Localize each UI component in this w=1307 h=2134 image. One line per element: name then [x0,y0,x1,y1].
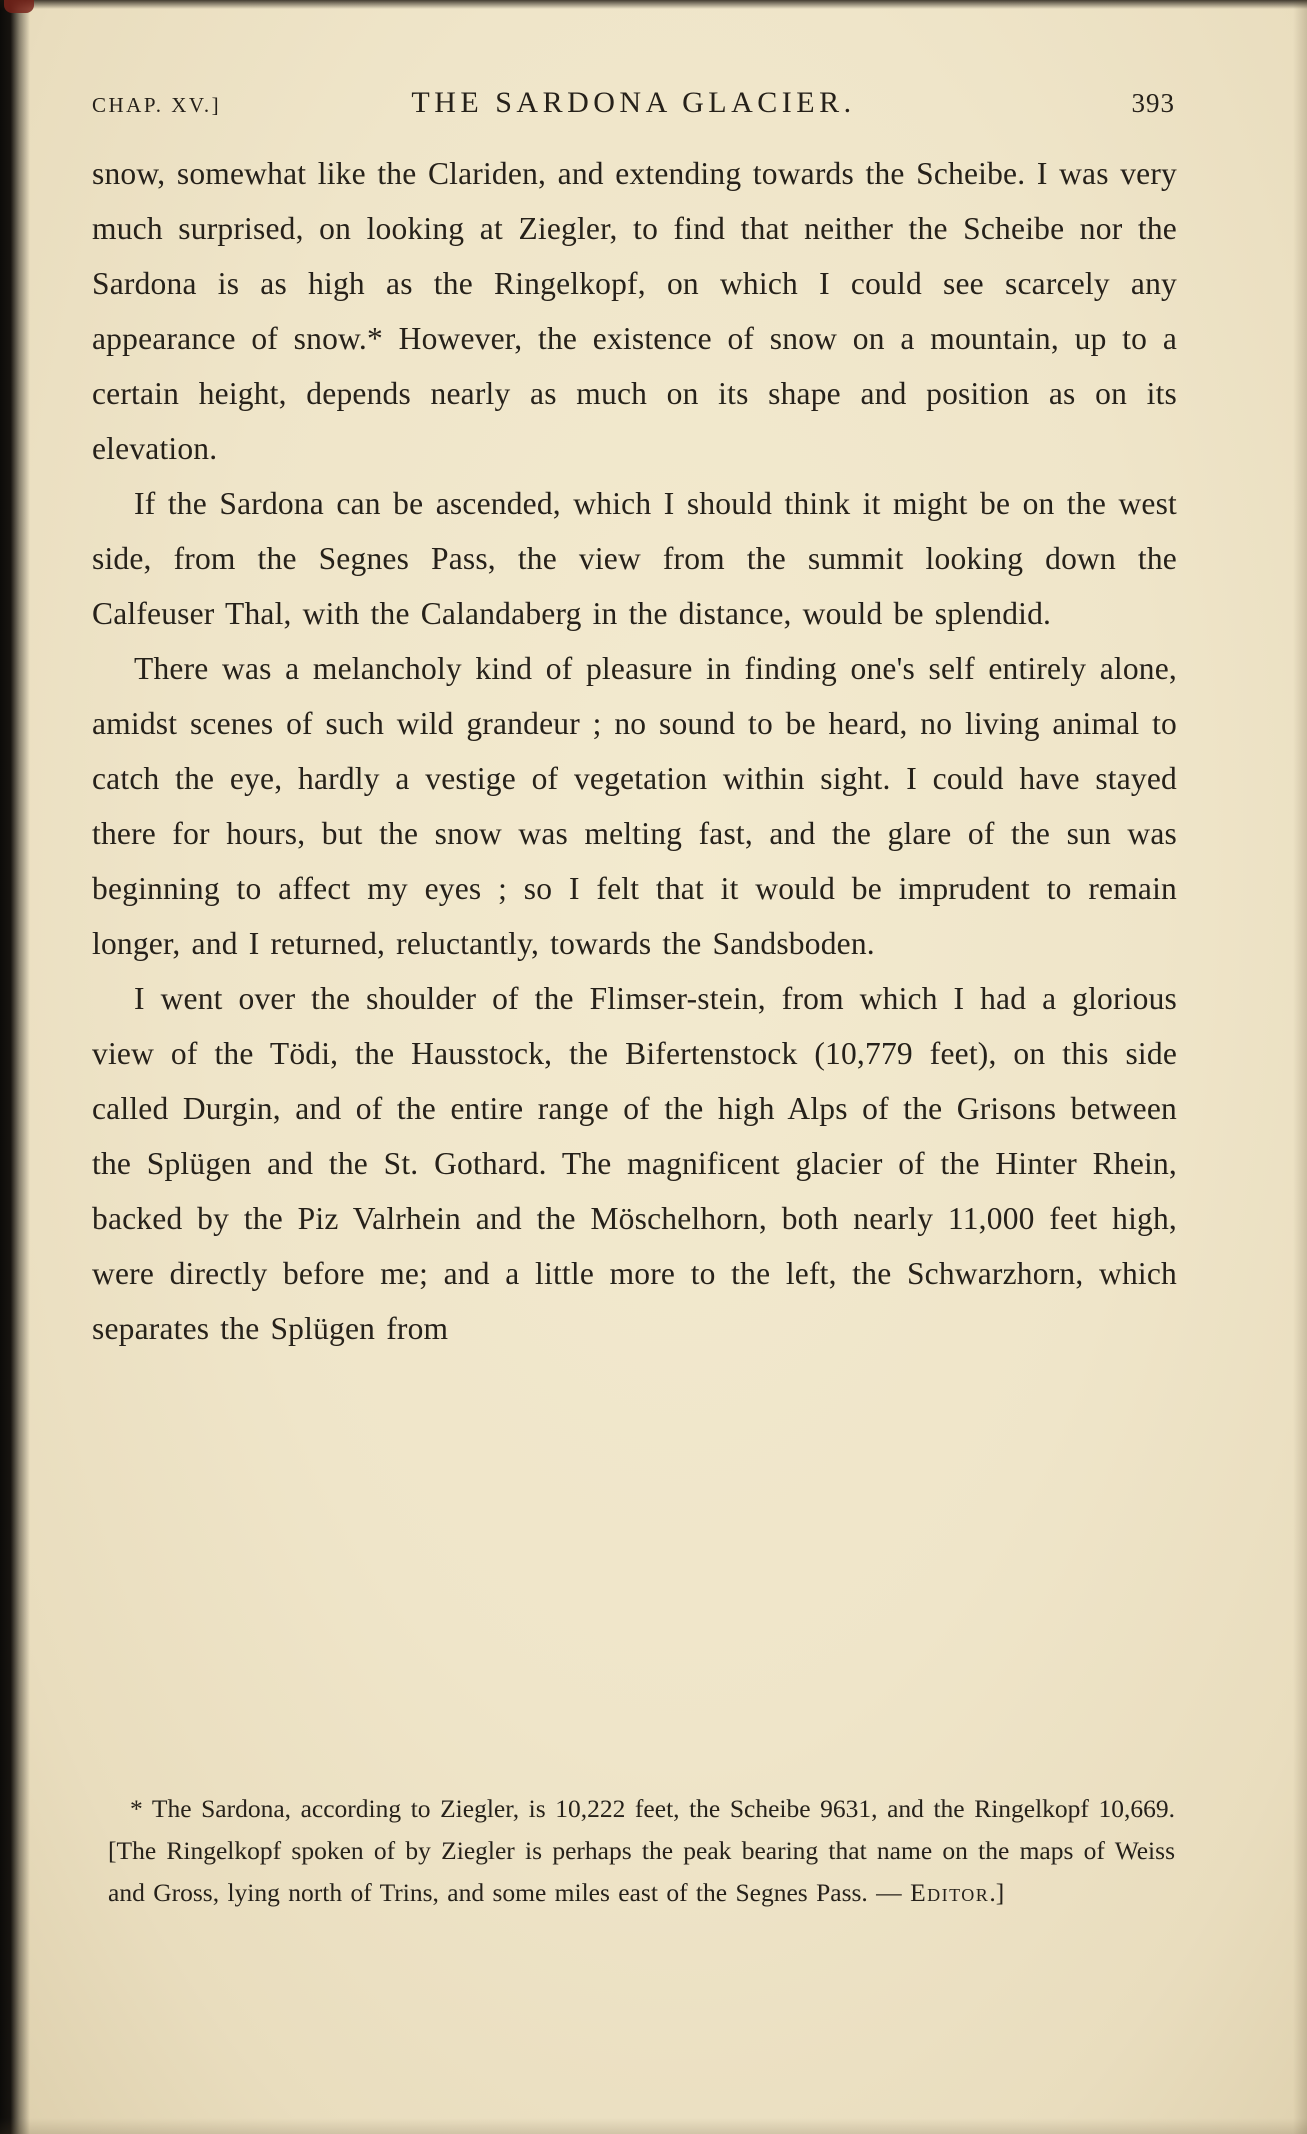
scan-edge-top [0,0,1307,9]
scan-edge-right [1293,0,1307,2134]
scan-stain [4,0,34,13]
scan-edge-bottom [0,2118,1307,2134]
body-text [92,146,1177,1356]
footnote-editor-label: Editor [910,1878,990,1907]
paragraph: If the Sardona can be ascended, which I should think it might be on the west side, from the Segnes Pass, the view from the summit looking down the Calfeuser Thal, with the Calandaberg in the distance, would be splendid. [92,486,1177,631]
running-title: THE SARDONA GLACIER. [411,86,856,119]
footnote [108,1788,1175,1914]
paragraph: I went over the shoulder of the Flimser-stein, from which I had a glorious view of the Tödi, the Hausstock, the Bifertenstock (10,779 feet), on this side called Durgin, and of the entire range of the high Alps of the Grisons between the Splügen and the St. Gothard. The magnificent glacier of the Hinter Rhein, backed by the Piz Valrhein and the Möschelhorn, both nearly 11,000 feet high, were directly before me; and a little more to the left, the Schwarzhorn, which separates the Splügen from [92,981,1177,1346]
page-number: 393 [1131,88,1175,118]
footnote-text [108,1788,1175,1914]
scan-edge-left [0,0,30,2134]
chapter-label: CHAP. XV.] [92,93,222,117]
paragraph: snow, somewhat like the Clariden, and extending towards the Scheibe. I was very much surprised, on looking at Ziegler, to find that neither the Scheibe nor the Sardona is as high as the Ringelkopf, on which I could see scarcely any appearance of snow.* However, the existence of snow on a mountain, up to a certain height, depends nearly as much on its shape and position as on its elevation. [92,156,1177,466]
footnote-closing: .] [989,1878,1005,1907]
footnote-body: * The Sardona, according to Ziegler, is 10,222 feet, the Scheibe 9631, and the Ringelkopf 10,669. [The Ringelkopf spoken of by Ziegler is perhaps the peak bearing that name on the maps of Weiss and Gross, lying north of Trins, and some miles east of the Segnes Pass. — [108,1794,1175,1907]
page-header [92,86,1175,120]
paragraph: There was a melancholy kind of pleasure in finding one's self entirely alone, amidst scenes of such wild grandeur ; no sound to be heard, no living animal to catch the eye, hardly a vestige of vegetation within sight. I could have stayed there for hours, but the snow was melting fast, and the glare of the sun was beginning to affect my eyes ; so I felt that it would be imprudent to remain longer, and I returned, reluctantly, towards the Sandsboden. [92,651,1177,961]
